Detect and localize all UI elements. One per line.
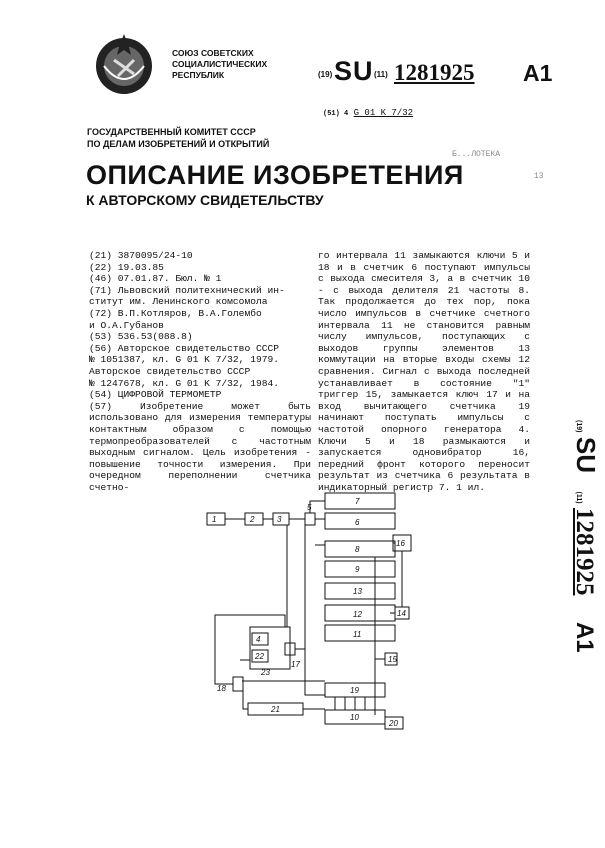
label-14: 14	[397, 609, 406, 618]
label-10: 10	[350, 713, 359, 722]
ipc-value: G 01 K 7/32	[353, 108, 414, 118]
side-code-19: (19)	[575, 420, 582, 433]
side-publication-number	[557, 420, 605, 690]
stamp-line: 13	[534, 172, 544, 181]
field-57-abstract: (57) Изобретение может быть использовано для измерения температуры контактным образом с помощью термопреобразователей с частотным выходным сигналом. Цель изобретения - повышение точности измерения. При очередном переполнении счетчика счетно-	[89, 400, 311, 493]
label-7: 7	[355, 497, 360, 506]
label-19: 19	[350, 686, 359, 695]
field-56-cont: № 1247678, кл. G 01 K 7/32, 1984.	[89, 377, 279, 389]
label-1: 1	[212, 515, 217, 524]
field-56-cont: № 1051387, кл. G 01 K 7/32, 1979.	[89, 354, 279, 366]
block-diagram	[195, 485, 425, 740]
abstract-continuation: го интервала 11 замыкаются ключи 5 и 18 и в счетчик 6 поступают импульсы с выхода смесителя 3, а в счетчик 10 - с выхода делителя 21 частоты 8. Так продолжается до тех пор, пока число импульсов в счетчике счетного интервала 11 не становится равным числу импульсов, поступающих с выходов группы элементов 13 коммутации на вторые входы схемы 12 сравнения. Сигнал с выхода последней устанавливает в состояние "1" триггер 15, замыкается ключ 17 и на вход вычитающего счетчика 19 начинают поступать импульсы с частотой опорного генератора 4. Ключи 5 и 18 размыкаются и запускается одновибратор 16, передний фронт которого переносит результат из счетчика 6 результата в индикаторный регистр 7. 1 ил.	[318, 250, 530, 493]
field-56-cont: Авторское свидетельство СССР	[89, 365, 251, 377]
ussr-emblem-icon	[90, 30, 158, 98]
label-5: 5	[307, 503, 312, 512]
label-16: 16	[396, 539, 405, 548]
union-line: РЕСПУБЛИК	[172, 70, 225, 80]
field-71-cont: ститут им. Ленинского комсомола	[89, 296, 268, 308]
side-kind-code: A1	[571, 621, 598, 653]
field-46: (46) 07.01.87. Бюл. № 1	[89, 273, 222, 285]
field-71: (71) Львовский политехнический ин-	[89, 284, 285, 296]
label-8: 8	[355, 545, 360, 554]
side-country-code: SU	[571, 436, 601, 474]
committee-name	[87, 126, 269, 150]
committee-line: ПО ДЕЛАМ ИЗОБРЕТЕНИЙ И ОТКРЫТИЙ	[87, 139, 270, 149]
label-21: 21	[271, 705, 280, 714]
side-code-11: (11)	[575, 491, 582, 504]
publication-number	[318, 58, 558, 92]
label-11: 11	[353, 630, 362, 639]
code-11: (11)	[374, 70, 388, 79]
library-stamp	[452, 144, 544, 188]
code-19: (19)	[318, 70, 333, 79]
label-22: 22	[255, 652, 264, 661]
committee-line: ГОСУДАРСТВЕННЫЙ КОМИТЕТ СССР	[87, 127, 256, 137]
document-title: ОПИСАНИЕ ИЗОБРЕТЕНИЯ	[86, 160, 464, 190]
country-code: SU	[334, 56, 374, 86]
document-subtitle: К АВТОРСКОМУ СВИДЕТЕЛЬСТВУ	[86, 192, 324, 208]
label-20: 20	[389, 719, 398, 728]
label-4: 4	[256, 635, 261, 644]
label-3: 3	[277, 515, 282, 524]
label-15: 15	[388, 655, 397, 664]
label-23: 23	[261, 668, 270, 677]
ipc-label: (51) 4	[323, 110, 349, 118]
label-18: 18	[217, 684, 226, 693]
bibliographic-data	[89, 250, 311, 493]
union-line: СОЦИАЛИСТИЧЕСКИХ	[172, 59, 268, 69]
label-17: 17	[291, 660, 300, 669]
stamp-line: Б...ЛОТЕКА	[452, 150, 501, 159]
label-6: 6	[355, 518, 360, 527]
kind-code: A1	[523, 60, 553, 86]
label-12: 12	[353, 610, 362, 619]
patent-number: 1281925	[394, 60, 475, 85]
field-21: (21) 3870095/24-10	[89, 250, 193, 261]
field-22: (22) 19.03.85	[89, 261, 164, 273]
ipc-classification	[323, 108, 413, 118]
field-53: (53) 536.53(088.8)	[89, 331, 193, 343]
diagram-labels	[212, 497, 406, 728]
union-name	[172, 48, 292, 81]
label-13: 13	[353, 587, 362, 596]
field-54: (54) ЦИФРОВОЙ ТЕРМОМЕТР	[89, 389, 222, 401]
field-72: (72) В.П.Котляров, В.А.Голембо	[89, 307, 262, 319]
label-9: 9	[355, 565, 360, 574]
label-2: 2	[250, 515, 255, 524]
field-72-cont: и О.А.Губанов	[89, 319, 164, 331]
union-line: СОЮЗ СОВЕТСКИХ	[172, 48, 254, 58]
side-patent-number: 1281925	[571, 508, 598, 596]
field-56: (56) Авторское свидетельство СССР	[89, 342, 279, 354]
